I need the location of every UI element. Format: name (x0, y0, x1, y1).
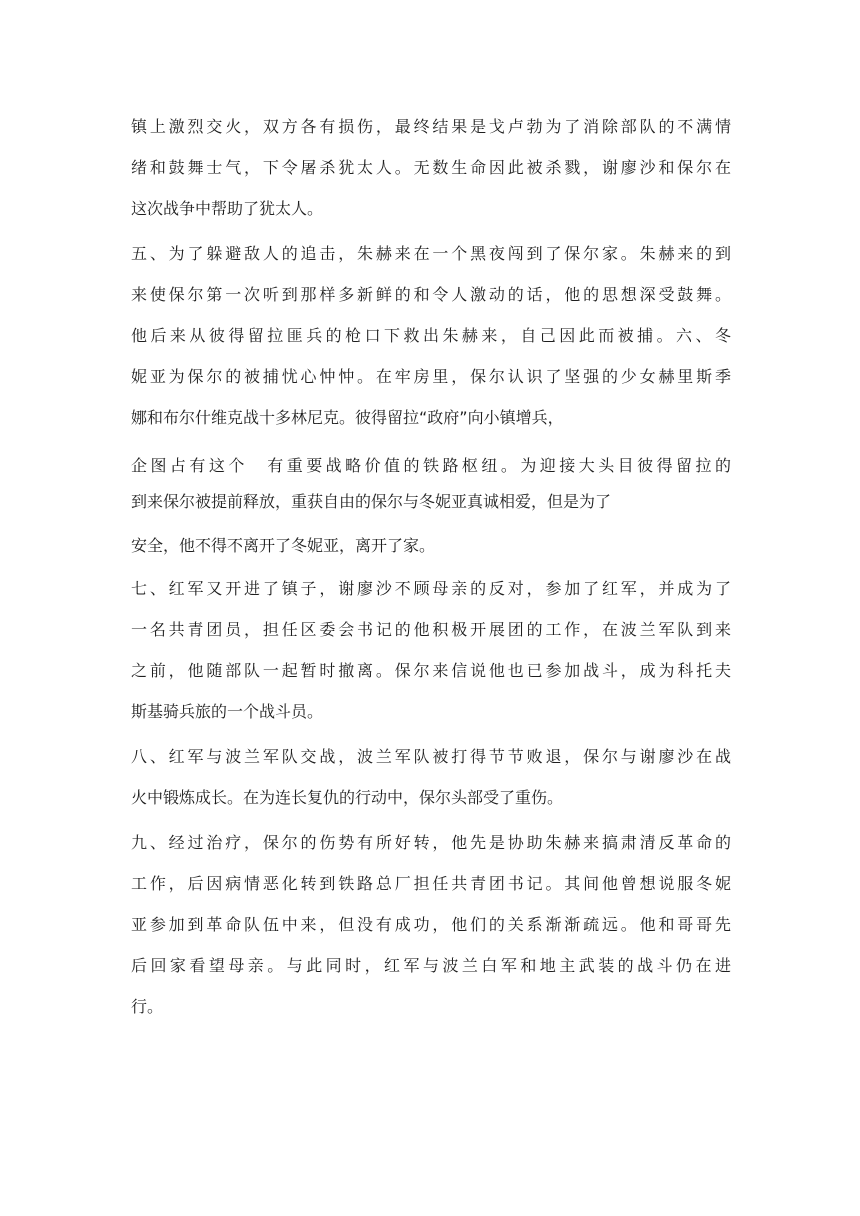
text-line: 火中锻炼成长。在为连长复仇的行动中，保尔头部受了重伤。 (131, 788, 564, 807)
text-line: 来使保尔第一次听到那样多新鲜的和令人激动的话，他的思想深受鼓舞。 (131, 285, 731, 304)
text-line: 斯基骑兵旅的一个战斗员。 (131, 702, 324, 721)
text-line: 一名共青团员，担任区委会书记的他积极开展团的工作，在波兰军队到来 (131, 620, 731, 639)
text-line: 八、红军与波兰军队交战，波兰军队被打得节节败退，保尔与谢廖沙在战 (131, 747, 731, 766)
text-line: 镇上激烈交火，双方各有损伤，最终结果是戈卢勃为了消除部队的不满情 (131, 117, 731, 136)
text-line: 七、红军又开进了镇子，谢廖沙不顾母亲的反对，参加了红军，并成为了 (131, 579, 731, 598)
text-line: 这次战争中帮助了犹太人。 (131, 199, 324, 218)
text-line: 到来保尔被提前释放，重获自由的保尔与冬妮亚真诚相爱，但是为了 (131, 492, 612, 511)
text-line: 工作，后因病情恶化转到铁路总厂担任共青团书记。其间他曾想说服冬妮 (131, 874, 731, 893)
text-line: 五、为了躲避敌人的追击，朱赫来在一个黑夜闯到了保尔家。朱赫来的到 (131, 244, 731, 263)
text-line: 九、经过治疗，保尔的伤势有所好转，他先是协助朱赫来搞肃清反革命的 (131, 833, 731, 852)
text-line: 娜和布尔什维克战十多林尼克。彼得留拉“政府”向小镇增兵， (131, 408, 564, 427)
text-line: 企图占有这个 有重要战略价值的铁路枢纽。为迎接大头目彼得留拉的 (131, 456, 731, 475)
text-line: 行。 (131, 997, 164, 1016)
text-line: 后回家看望母亲。与此同时，红军与波兰白军和地主武装的战斗仍在进 (131, 956, 731, 975)
text-line: 妮亚为保尔的被捕忧心忡忡。在牢房里，保尔认识了坚强的少女赫里斯季 (131, 367, 731, 386)
text-line: 他后来从彼得留拉匪兵的枪口下救出朱赫来，自己因此而被捕。六、冬 (131, 326, 731, 345)
text-line: 之前，他随部队一起暂时撤离。保尔来信说他也已参加战斗，成为科托夫 (131, 661, 731, 680)
text-line: 绪和鼓舞士气，下令屠杀犹太人。无数生命因此被杀戮，谢廖沙和保尔在 (131, 158, 731, 177)
text-line: 安全，他不得不离开了冬妮亚，离开了家。 (131, 536, 436, 555)
text-line: 亚参加到革命队伍中来，但没有成功，他们的关系渐渐疏远。他和哥哥先 (131, 915, 731, 934)
